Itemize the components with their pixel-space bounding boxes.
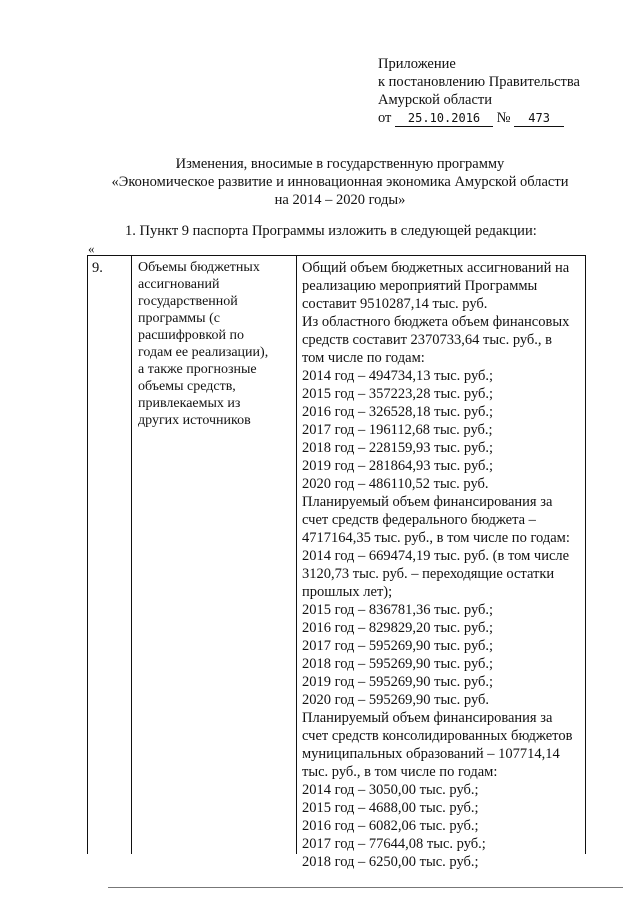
content-line: счет средств федерального бюджета – xyxy=(302,512,536,528)
label-line: расшифровкой по xyxy=(138,328,244,343)
label-line: программы (с xyxy=(138,311,220,326)
content-line: 2020 год – 486110,52 тыс. руб. xyxy=(302,476,489,492)
passport-table xyxy=(87,255,586,870)
content-line: 2018 год – 228159,93 тыс. руб.; xyxy=(302,440,494,456)
content-line: 2014 год – 669474,19 тыс. руб. (в том числе xyxy=(302,548,570,564)
row-label xyxy=(132,256,297,854)
content-line: 2015 год – 357223,28 тыс. руб.; xyxy=(302,386,494,402)
content-line: Планируемый объем финансирования за xyxy=(302,494,553,510)
content-line: 2014 год – 3050,00 тыс. руб.; xyxy=(302,782,479,798)
content-line: 2014 год – 494734,13 тыс. руб.; xyxy=(302,368,494,384)
content-line: 2018 год – 595269,90 тыс. руб.; xyxy=(302,656,494,672)
label-line: ассигнований xyxy=(138,277,220,292)
content-line: 2017 год – 595269,90 тыс. руб.; xyxy=(302,638,494,654)
content-line: 2018 год – 6250,00 тыс. руб.; xyxy=(302,854,479,870)
content-line: реализацию мероприятий Программы xyxy=(302,278,538,294)
label-line: других источников xyxy=(138,413,251,428)
content-line: 2015 год – 4688,00 тыс. руб.; xyxy=(302,800,479,816)
content-line: 2017 год – 196112,68 тыс. руб.; xyxy=(302,422,493,438)
row-content xyxy=(297,256,585,870)
label-line: годам ее реализации), xyxy=(138,345,269,360)
appendix-header xyxy=(378,55,580,127)
label-line: привлекаемых из xyxy=(138,396,241,411)
content-line: тыс. руб., в том числе по годам: xyxy=(302,764,498,780)
content-line: 2020 год – 595269,90 тыс. руб. xyxy=(302,692,490,708)
content-line: 2019 год – 595269,90 тыс. руб.; xyxy=(302,674,494,690)
content-line: 2016 год – 6082,06 тыс. руб.; xyxy=(302,818,479,834)
appendix-resolution: к постановлению Правительства xyxy=(378,74,580,90)
content-line: 2016 год – 326528,18 тыс. руб.; xyxy=(302,404,494,420)
document-title xyxy=(60,155,620,209)
row-number: 9. xyxy=(88,256,132,854)
appendix-date-line xyxy=(378,109,580,127)
label-line: государственной xyxy=(138,294,238,309)
content-line: Из областного бюджета объем финансовых xyxy=(302,314,570,330)
label-line: объемы средств, xyxy=(138,379,236,394)
content-line: 2017 год – 77644,08 тыс. руб.; xyxy=(302,836,486,852)
scan-edge-line xyxy=(108,887,623,888)
content-line: том числе по годам: xyxy=(302,350,425,366)
content-line: составит 9510287,14 тыс. руб. xyxy=(302,296,488,312)
content-line: 3120,73 тыс. руб. – переходящие остатки xyxy=(302,566,555,582)
content-line: Общий объем бюджетных ассигнований на xyxy=(302,260,570,276)
title-line-3: на 2014 – 2020 годы» xyxy=(274,192,406,208)
number-prefix: № xyxy=(496,110,511,126)
content-line: муниципальных образований – 107714,14 xyxy=(302,746,560,762)
content-line: Планируемый объем финансирования за xyxy=(302,710,553,726)
label-line: Объемы бюджетных xyxy=(138,260,260,275)
resolution-date: 25.10.2016 xyxy=(395,111,493,127)
content-line: 2019 год – 281864,93 тыс. руб.; xyxy=(302,458,494,474)
content-line: прошлых лет); xyxy=(302,584,393,600)
content-line: 2016 год – 829829,20 тыс. руб.; xyxy=(302,620,494,636)
content-line: средств составит 2370733,64 тыс. руб., в xyxy=(302,332,553,348)
title-line-2: «Экономическое развитие и инновационная экономика Амурской области xyxy=(111,174,569,190)
open-quote: « xyxy=(88,241,95,256)
appendix-region: Амурской области xyxy=(378,92,492,108)
resolution-number: 473 xyxy=(514,111,564,127)
label-line: а также прогнозные xyxy=(138,362,257,377)
item-1-text: 1. Пункт 9 паспорта Программы изложить в следующей редакции: xyxy=(125,223,537,239)
content-line: счет средств консолидированных бюджетов xyxy=(302,728,573,744)
content-line: 4717164,35 тыс. руб., в том числе по годам: xyxy=(302,530,570,546)
content-line: 2015 год – 836781,36 тыс. руб.; xyxy=(302,602,494,618)
title-line-1: Изменения, вносимые в государственную программу xyxy=(175,156,505,172)
date-prefix: от xyxy=(378,110,392,126)
appendix-title: Приложение xyxy=(378,56,456,72)
